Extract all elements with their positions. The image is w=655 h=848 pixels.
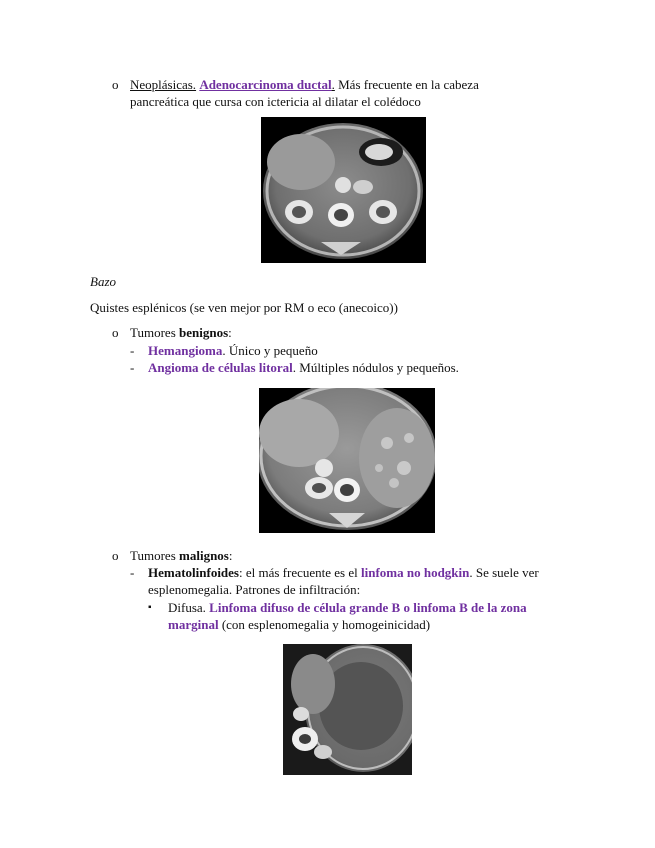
dash-bullet: - — [130, 343, 135, 358]
hemangioma-term: Hemangioma — [148, 343, 223, 358]
benignos-bold: benignos — [179, 325, 229, 340]
linfoma-difuso-term: Linfoma difuso de célula grande B o linfoma B de la zona — [209, 600, 527, 615]
esplenomegalia-line: esplenomegalia. Patrones de infiltración: — [148, 582, 361, 597]
ct-image-spleen — [259, 388, 435, 533]
difusa-label: Difusa. — [168, 600, 210, 615]
term-period: . — [331, 77, 335, 92]
tumores-prefix: Tumores — [130, 548, 180, 563]
malignos-heading — [130, 547, 232, 564]
malignos-bold: malignos — [179, 548, 229, 563]
neoplasicas-line2: pancreática que cursa con ictericia al dilatar el colédoco — [130, 94, 421, 109]
hematolinfoides-mid: : el más frecuente es el — [239, 565, 361, 580]
benignos-heading — [130, 324, 232, 341]
hematolinfoides-term: Hematolinfoides — [148, 565, 239, 580]
neoplasicas-paragraph — [130, 76, 610, 93]
angioma-term: Angioma de células litoral — [148, 360, 293, 375]
hematolinfoides-item — [148, 564, 548, 581]
neoplasicas-label: Neoplásicas. — [130, 77, 197, 92]
difusa-rest: (con esplenomegalia y homogeinicidad) — [218, 617, 431, 632]
dash-bullet: - — [130, 360, 135, 375]
list-bullet: o — [112, 548, 119, 563]
ct-image-pancreas — [261, 117, 426, 263]
ct-image-lymphoma — [283, 644, 412, 775]
angioma-item — [148, 359, 459, 376]
adenocarcinoma-term: Adenocarcinoma ductal — [199, 77, 332, 92]
difusa-line2 — [168, 616, 430, 633]
bazo-heading: Bazo — [90, 274, 116, 289]
list-bullet: o — [112, 325, 119, 340]
list-bullet: o — [112, 77, 119, 92]
colon: : — [228, 325, 232, 340]
hemangioma-item — [148, 342, 318, 359]
difusa-item — [168, 599, 568, 616]
linfoma-no-hodgkin-term: linfoma no hodgkin — [361, 565, 470, 580]
hematolinfoides-rest: . Se suele ver — [469, 565, 539, 580]
tumores-prefix: Tumores — [130, 325, 180, 340]
neoplasicas-text: Más frecuente en la cabeza — [334, 77, 479, 92]
quistes-text: Quistes esplénicos (se ven mejor por RM o eco (anecoico)) — [90, 300, 398, 315]
angioma-rest: . Múltiples nódulos y pequeños. — [292, 360, 459, 375]
colon: : — [228, 548, 233, 563]
dash-bullet: - — [130, 565, 135, 580]
hemangioma-rest: . Único y pequeño — [222, 343, 318, 358]
marginal-term: marginal — [168, 617, 219, 632]
square-bullet: ▪ — [148, 602, 152, 613]
